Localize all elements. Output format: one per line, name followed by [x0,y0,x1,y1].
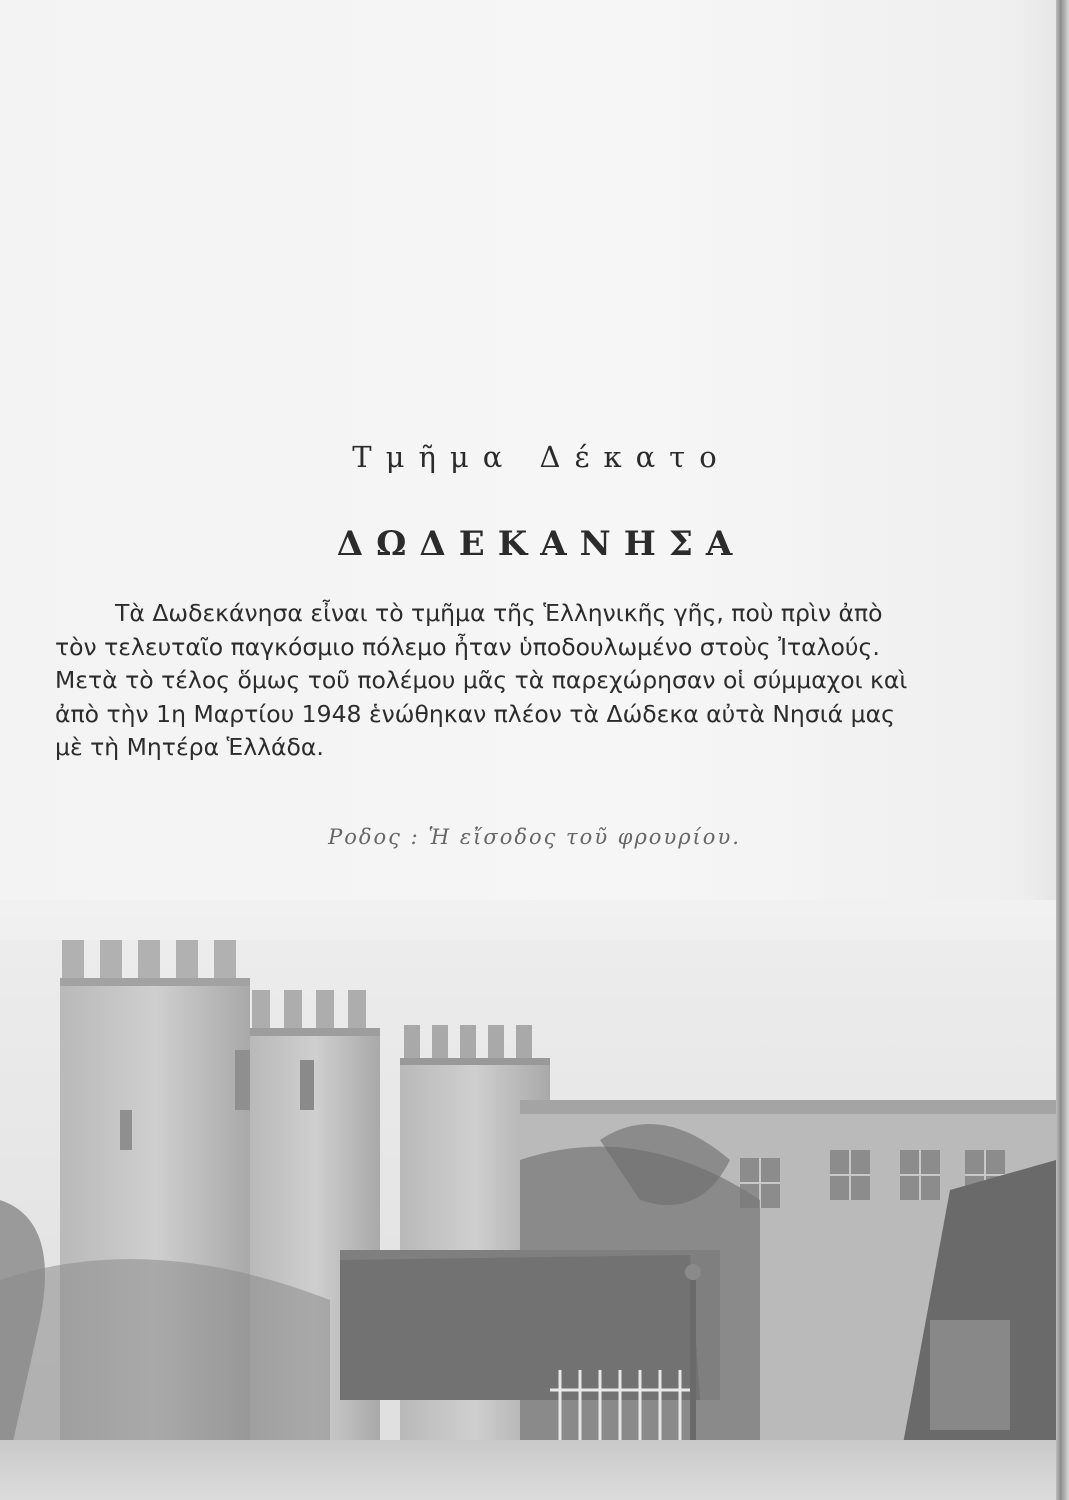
fortress-photo [0,900,1056,1500]
photo-caption: Ροδος : Ἡ εἴσοδος τοῦ φρουρίου. [328,825,741,849]
chapter-title: ΔΩΔΕΚΑΝΗΣΑ [336,524,746,564]
page-edge-shadow [1056,0,1069,1500]
section-label: Τμῆμα Δέκατο [352,440,731,474]
body-paragraph [55,597,991,765]
paragraph-line-2: τὸν τελευταῖο παγκόσμιο πόλεμο ἦταν ὑποδουλωμένο στοὺς Ἰταλούς. [55,632,880,661]
paragraph-line-5: μὲ τὴ Μητέρα Ἑλλάδα. [55,733,324,761]
paragraph-line-3: Μετὰ τὸ τέλος ὅμως τοῦ πολέμου μᾶς τὰ παρεχώρησαν οἱ σύμμαχοι καὶ [55,666,908,694]
paragraph-line-1: Τὰ Δωδεκάνησα εἶναι τὸ τμῆμα τῆς Ἑλληνικῆς γῆς, ποὺ πρὶν ἀπὸ [115,599,883,627]
paragraph-line-4: ἀπὸ τὴν 1η Μαρτίου 1948 ἑνώθηκαν πλέον τὰ Δώδεκα αὐτὰ Νησιά μας [55,699,895,728]
